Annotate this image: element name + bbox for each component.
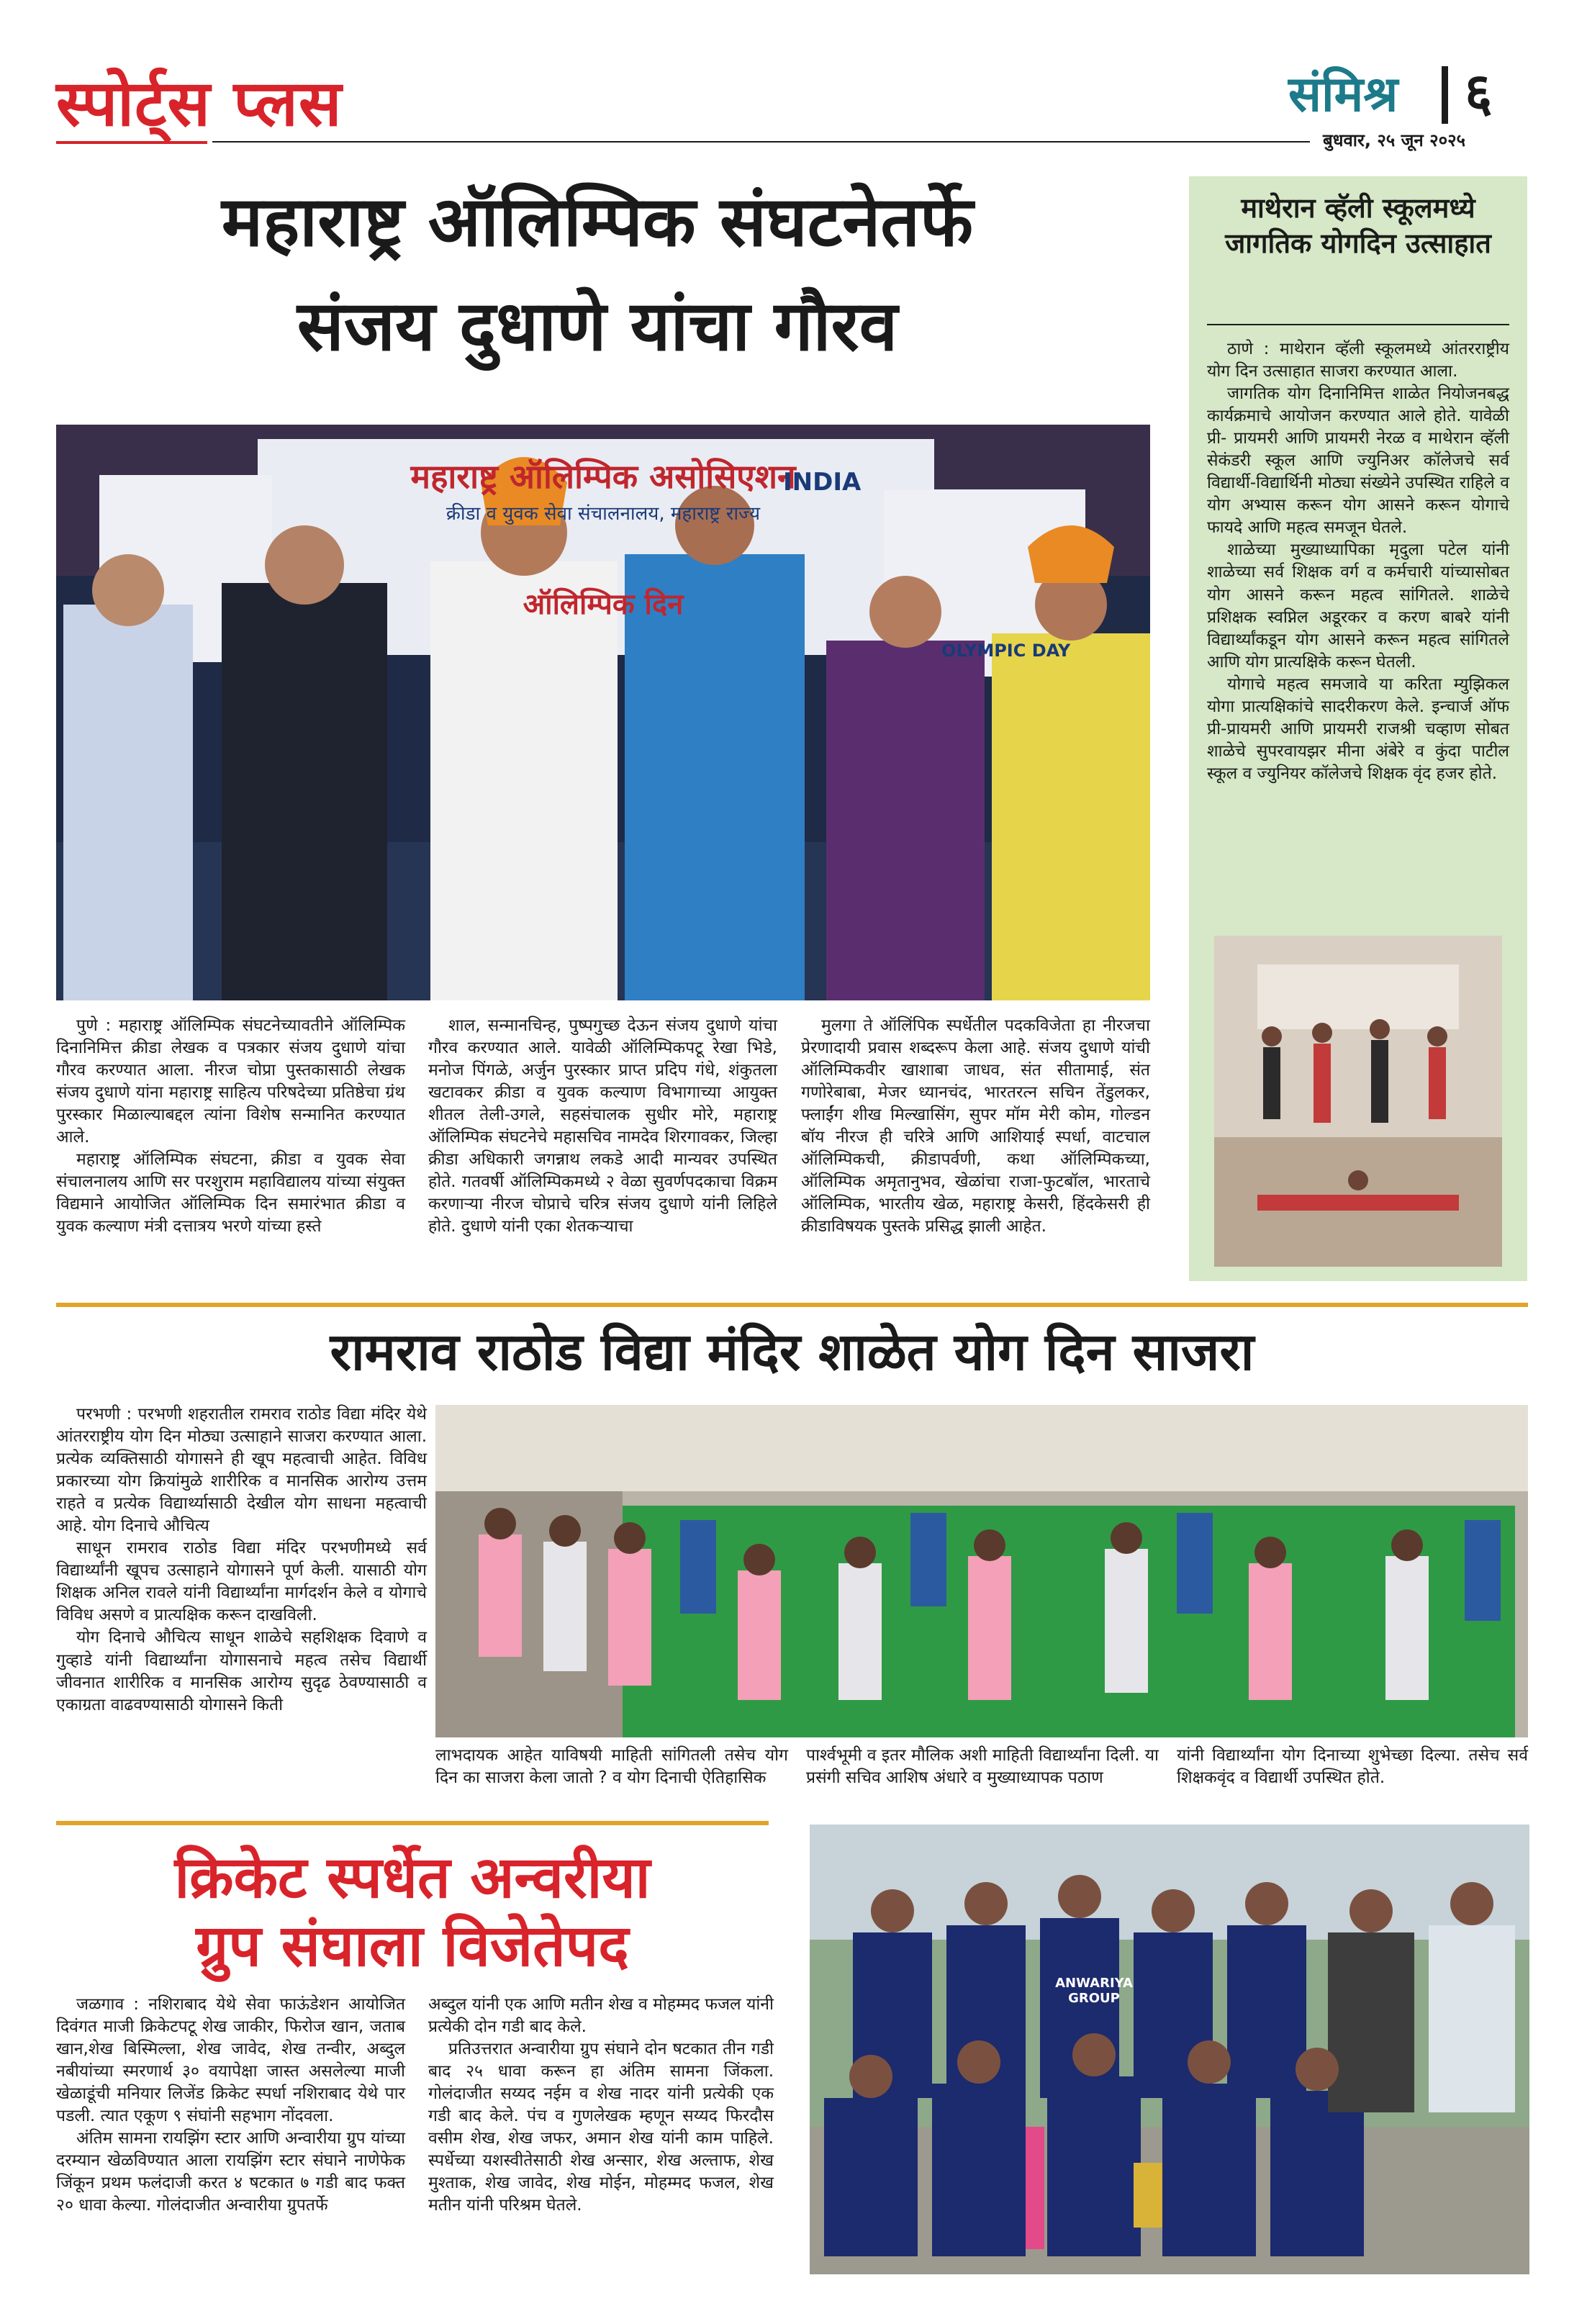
matheran-yoga-photo bbox=[1214, 936, 1502, 1267]
story2-col1-para1: परभणी : परभणी शहरातील रामराव राठोड विद्या मंदिर येथे आंतरराष्ट्रीय योग दिन मोठ्या उत्साहाने साजरा करण्यात आला. प्रत्येक व्यक्तिसाठी योगासने ही खूप महत्वाची आहेत. विविध प्रकारच्या योग क्रियांमुळे शारीरिक व मानसिक आरोग्य उत्तम राहते व प्रत्येक विद्यार्थ्यासाठी देखील योग साधना महत्वाची आहे. योग दिनाचे औचित्य bbox=[56, 1405, 427, 1536]
story3-col1-para1: जळगाव : नशिराबाद येथे सेवा फाऊंडेशन आयोजित दिवंगत माजी क्रिकेटपटू शेख जाकीर, फिरोज खान, जताब खान,शेख बिस्मिल्ला, शेख जावेद, शेख तन्वीर, अब्दुल नबीयांच्या स्मरणार्थ ३० वयापेक्षा जास्त असलेल्या माजी खेळाडूंची मनियार लिजेंड क्रिकेट स्पर्धा नशिराबाद येथे पार पडली. त्यात एकूण ९ संघांनी सहभाग नोंदवला. bbox=[56, 1995, 405, 2126]
story1-headline-line1: महाराष्ट्र ऑलिम्पिक संघटनेतर्फे bbox=[221, 181, 974, 262]
story3-column-1 bbox=[56, 1994, 405, 2217]
sidebar-para3: शाळेच्या मुख्याध्यापिका मृदुला पटेल यांनी शाळेच्या सर्व शिक्षक वर्ग व कर्मचारी यांच्यासोबत योग आसने करून महत्व सांगितले. शाळेचे प्रशिक्षक स्वप्निल अडूरकर व करण बाबरे यांनी विद्यार्थ्यांकडून योग आसने करून महत्व सांगितले आणि योग प्रात्यक्षिके करून घेतली. bbox=[1207, 541, 1509, 672]
sidebar-title-rule bbox=[1207, 324, 1509, 325]
photo-olympic-day-text: OLYMPIC DAY bbox=[941, 641, 1071, 661]
sidebar-para1: ठाणे : माथेरान व्हॅली स्कूलमध्ये आंतरराष्ट्रीय योग दिन उत्साहात साजरा करण्यात आला. bbox=[1207, 340, 1509, 381]
story1-col1-para1: पुणे : महाराष्ट्र ऑलिम्पिक संघटनेच्यावतीने ऑलिम्पिक दिनानिमित्त क्रीडा लेखक व पत्रकार संजय दुधाणे यांचा गौरव करण्यात आला. नीरज चोप्रा पुस्तकासाठी लेखक संजय दुधाणे यांना महाराष्ट्र साहित्य परिषदेच्या प्रतिष्ठेचा ग्रंथ पुरस्कार मिळाल्याबद्दल त्यांना विशेष सन्मानित करण्यात आले. bbox=[56, 1016, 405, 1147]
story3-column-2 bbox=[428, 1994, 774, 2217]
story2-headline: रामराव राठोड विद्या मंदिर शाळेत योग दिन साजरा bbox=[330, 1321, 1254, 1382]
sidebar-body bbox=[1207, 338, 1509, 785]
story1-col2-para1: शाल, सन्मानचिन्ह, पुष्पगुच्छ देऊन संजय दुधाणे यांचा गौरव करण्यात आले. यावेळी ऑलिम्पिकपटू रेखा भिडे, मनोज पिंगळे, अर्जुन पुरस्कार प्राप्त प्रदिप गंधे, शंकुतला खटावकर क्रीडा व युवक कल्याण विभागाच्या आयुक्त शीतल तेली-उगले, सहसंचालक सुधीर मोरे, महाराष्ट्र ऑलिम्पिक संघटनेचे महासचिव नामदेव शिरगावकर, जिल्हा क्रीडा अधिकारी जगन्नाथ लकडे आदी मान्यवर उपस्थित होते. गतवर्षी ऑलिम्पिकमध्ये २ वेळा सुवर्णपदकाचा विक्रम करणाऱ्या नीरज चोप्राचे चरित्र संजय दुधाणे यांनी लिहिले होते. दुधाणे यांनी एका शेतकऱ्याचा bbox=[428, 1016, 777, 1236]
story3-col2-para1: अब्दुल यांनी एक आणि मतीन शेख व मोहम्मद फजल यांनी प्रत्येकी दोन गडी बाद केले. bbox=[428, 1995, 774, 2037]
sidebar-para2: जागतिक योग दिनानिमित्त शाळेत नियोजनबद्ध कार्यक्रमाचे आयोजन करण्यात आले होते. यावेळी प्री- प्रायमरी आणि प्रायमरी नेरळ व माथेरान व्हॅली सेकंडरी स्कूल आणि ज्युनिअर कॉलेजचे सर्व विद्यार्थी-विद्यार्थिनी मोठ्या संख्येने उपस्थित राहिले व योग अभ्यास करून योग आसने करून योगाचे फायदे आणि महत्व समजून घेतले. bbox=[1207, 384, 1509, 538]
story1-column-2 bbox=[428, 1015, 777, 1238]
story2-column-4 bbox=[1177, 1745, 1528, 1789]
story2-col3-text: पार्श्वभूमी व इतर मौलिक अशी माहिती विद्यार्थ्यांना दिली. या प्रसंगी सचिव आशिष अंधारे व मुख्याध्यापक पठाण bbox=[806, 1746, 1159, 1788]
brand-underline bbox=[56, 141, 207, 144]
story2-col1-para3: योग दिनाचे औचित्य साधून शाळेचे सहशिक्षक दिवाणे व गुव्हाडे यांनी विद्यार्थ्यांना योगासनाचे महत्व तसेच विद्यार्थी जीवनात शारीरिक व मानसिक आरोग्य सुदृढ ठेवण्यासाठी व एकाग्रता वाढवण्यासाठी योगासने किती bbox=[56, 1628, 427, 1714]
photo-banner-title: महाराष्ट्र ऑलिम्पिक असोसिएशन bbox=[410, 457, 796, 496]
story1-column-1 bbox=[56, 1015, 405, 1238]
sidebar-para4: योगाचे महत्व समजावे या करिता म्युझिकल योगा प्रात्यक्षिकांचे सादरीकरण केले. इन्चार्ज ऑफ प्री-प्रायमरी आणि प्रायमरी राजश्री चव्हाण सोबत शाळेचे सुपरवायझर मीना अंबेरे व कुंदा पाटील स्कूल व ज्युनियर कॉलेजचे शिक्षक वृंद हजर होते. bbox=[1207, 674, 1509, 783]
photo-india-text: INDIA bbox=[783, 468, 862, 497]
story1-headline-line2: संजय दुधाणे यांचा गौरव bbox=[297, 286, 898, 366]
cricket-team-photo bbox=[810, 1825, 1529, 2274]
jersey-text: ANWARIYA GROUP bbox=[1055, 1976, 1133, 2006]
story3-col1-para2: अंतिम सामना रायझिंग स्टार आणि अन्वारीया ग्रुप यांच्या दरम्यान खेळविण्यात आला रायझिंग स्टार संघाने नाणेफेक जिंकून प्रथम फलंदाजी करत ४ षटकात ७ गडी बाद फक्त २० धावा केल्या. गोलंदाजीत अन्वारीया ग्रुपतर्फे bbox=[56, 2129, 405, 2215]
story1-col1-para2: महाराष्ट्र ऑलिम्पिक संघटना, क्रीडा व युवक सेवा संचालनालय आणि सर परशुराम महाविद्यालय यांच्या संयुक्त विद्यमाने आयोजित ऑलिम्पिक दिन समारंभात क्रीडा व युवक कल्याण मंत्री दत्तात्रय भरणे यांच्या हस्ते bbox=[56, 1150, 405, 1236]
story2-col2-text: लाभदायक आहेत याविषयी माहिती सांगितली तसेच योग दिन का साजरा केला जातो ? व योग दिनाची ऐतिहासिक bbox=[435, 1746, 788, 1788]
yoga-sidebar bbox=[1189, 176, 1527, 1281]
page-number: ६ bbox=[1465, 62, 1493, 124]
section-divider-2 bbox=[56, 1821, 769, 1825]
photo-banner-subtitle: क्रीडा व युवक सेवा संचालनालय, महाराष्ट्र राज्य bbox=[446, 503, 761, 525]
story3-headline-line1: क्रिकेट स्पर्धेत अन्वरीया bbox=[174, 1844, 651, 1911]
story2-col4-text: यांनी विद्यार्थ्यांना योग दिनाच्या शुभेच्छा दिल्या. तसेच सर्व शिक्षकवृंद व विद्यार्थी उपस्थित होते. bbox=[1177, 1746, 1528, 1788]
brand-logo: स्पोर्ट्स प्लस bbox=[56, 66, 343, 140]
story1-col3-para1: मुलगा ते ऑलिंपिक स्पर्धेतील पदकविजेता हा नीरजचा प्रेरणादायी प्रवास शब्दरूप केला आहे. संजय दुधाणे यांची ऑलिम्पिकवीर खाशाबा जाधव, संत सीतामाई, संत गणोरेबाबा, मेजर ध्यानचंद, भारतरत्न सचिन तेंडुलकर, फ्लाईंग शीख मिल्खासिंग, सुपर मॉम मेरी कोम, गोल्डन बॉय नीरज ही चरित्रे आणि आशियाई स्पर्धा, वाटचाल ऑलिम्पिकची, क्रीडापर्वणी, कथा ऑलिम्पिकच्या, ऑलिम्पिक अमृतानुभव, खेळांचा राजा-फुटबॉल, भारताचे ऑलिम्पिक, भारतीय खेळ, महाराष्ट्र केसरी, हिंदकेसरी ही क्रीडाविषयक पुस्तके प्रसिद्ध झाली आहेत. bbox=[801, 1016, 1150, 1236]
masthead-divider bbox=[1442, 66, 1448, 124]
story3-headline-line2: ग्रुप संघाला विजेतेपद bbox=[196, 1912, 629, 1979]
photo-banner-day: ऑलिम्पिक दिन bbox=[523, 588, 684, 621]
dateline: बुधवार, २५ जून २०२५ bbox=[1323, 130, 1466, 150]
section-divider-1 bbox=[56, 1303, 1528, 1307]
story2-column-2 bbox=[435, 1745, 788, 1789]
story1-column-3 bbox=[801, 1015, 1150, 1238]
story2-column-3 bbox=[806, 1745, 1159, 1789]
section-name: संमिश्र bbox=[1288, 66, 1398, 123]
story3-col2-para2: प्रतिउत्तरात अन्वारीया ग्रुप संघाने दोन षटकात तीन गडी बाद २५ धावा करून हा अंतिम सामना जिंकला. गोलंदाजीत सय्यद नईम व शेख नादर यांनी प्रत्येकी एक गडी बाद केले. पंच व गुणलेखक म्हणून सय्यद फिरदौस वसीम शेख, शेख जफर, अमान शेख यांनी काम पाहिले. स्पर्धेच्या यशस्वीतेसाठी शेख अन्सार, शेख अल्ताफ, शेख मुश्ताक, शेख जावेद, शेख मोईन, मोहम्मद फजल, शेख मतीन यांनी परिश्रम घेतले. bbox=[428, 2040, 774, 2215]
olympic-felicitation-photo bbox=[56, 425, 1150, 1000]
sidebar-title: माथेरान व्हॅली स्कूलमध्ये जागतिक योगदिन उत्साहात bbox=[1225, 192, 1491, 260]
story2-col1-para2: साधून रामराव राठोड विद्या मंदिर परभणीमध्ये सर्व विद्यार्थ्यांनी खूपच उत्साहाने योगासने पूर्ण केली. यासाठी योग शिक्षक अनिल रावले यांनी विद्यार्थ्यांना मार्गदर्शन केले व योगाचे विविध असणे व प्रात्यक्षिक करून दाखविली. bbox=[56, 1539, 427, 1625]
school-yoga-photo bbox=[435, 1405, 1528, 1737]
story2-column-1 bbox=[56, 1403, 427, 1717]
masthead-rule bbox=[212, 141, 1310, 143]
